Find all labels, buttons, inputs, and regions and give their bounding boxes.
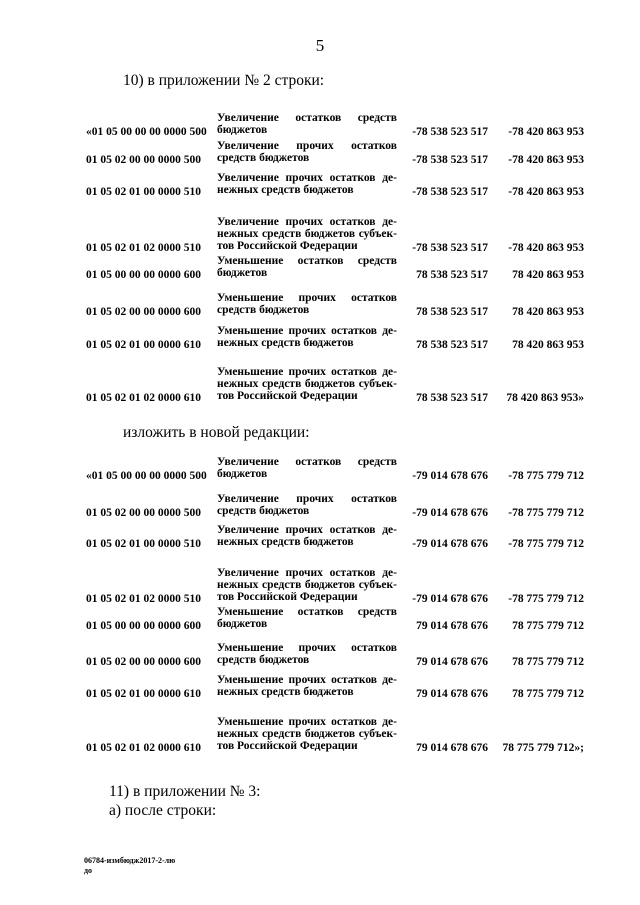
description-line: бюджетов xyxy=(217,267,268,279)
table-row-code: 01 05 02 01 00 0000 610 xyxy=(86,688,201,700)
table-row-value-2: -78 420 863 953 xyxy=(508,242,584,254)
footer-reference xyxy=(84,856,175,876)
description-line: нежных средств бюджетов субъек- xyxy=(217,728,397,740)
table-row-code: 01 05 00 00 00 0000 600 xyxy=(86,620,201,632)
table-row-value-2: -78 420 863 953 xyxy=(508,186,584,198)
table-row-value-2: 78 775 779 712 xyxy=(512,688,584,700)
description-line: нежных средств бюджетов xyxy=(217,184,354,196)
description-line: тов Российской Федерации xyxy=(217,591,358,603)
table-row-code: «01 05 00 00 00 0000 500 xyxy=(86,126,207,138)
footer-line: до xyxy=(84,866,93,875)
table-row-value-1: 78 538 523 517 xyxy=(416,306,488,318)
description-line: Увеличение остатков средств xyxy=(217,456,397,468)
description-line: Уменьшение прочих остатков де- xyxy=(217,325,397,337)
description-line: Уменьшение остатков средств xyxy=(217,255,397,267)
table-row-value-2: -78 420 863 953 xyxy=(508,154,584,166)
table-row-code: 01 05 00 00 00 0000 600 xyxy=(86,269,201,281)
table-row-value-1: -79 014 678 676 xyxy=(412,538,488,550)
table-row-value-2: -78 420 863 953 xyxy=(508,126,584,138)
table-row-value-1: 79 014 678 676 xyxy=(416,656,488,668)
table-row-code: «01 05 00 00 00 0000 500 xyxy=(86,470,207,482)
description-line: Увеличение прочих остатков де- xyxy=(217,524,397,536)
description-line: нежных средств бюджетов субъек- xyxy=(217,579,397,591)
description-line: средств бюджетов xyxy=(217,654,310,666)
description-line: средств бюджетов xyxy=(217,152,310,164)
description-line: средств бюджетов xyxy=(217,505,310,517)
description-line: тов Российской Федерации xyxy=(217,390,358,402)
table-row-value-1: 78 538 523 517 xyxy=(416,339,488,351)
table-row-code: 01 05 02 00 00 0000 500 xyxy=(86,507,201,519)
description-line: тов Российской Федерации xyxy=(217,240,358,252)
description-line: нежных средств бюджетов xyxy=(217,686,354,698)
table-row-code: 01 05 02 01 02 0000 510 xyxy=(86,242,201,254)
description-line: тов Российской Федерации xyxy=(217,740,358,752)
description-line: нежных средств бюджетов xyxy=(217,337,354,349)
table-row-value-2: -78 775 779 712 xyxy=(508,470,584,482)
table-row-value-2: 78 420 863 953» xyxy=(506,392,584,404)
description-line: нежных средств бюджетов xyxy=(217,536,354,548)
table-row-value-1: -78 538 523 517 xyxy=(412,126,488,138)
description-line: бюджетов xyxy=(217,124,268,136)
description-line: Увеличение прочих остатков де- xyxy=(217,567,397,579)
table-row-description xyxy=(217,172,397,196)
description-line: Увеличение прочих остатков xyxy=(217,140,397,152)
table-row-description xyxy=(217,493,397,517)
table-row-description xyxy=(217,112,397,136)
table-row-code: 01 05 02 00 00 0000 600 xyxy=(86,306,201,318)
sub-a-heading: а) после строки: xyxy=(109,802,217,819)
description-line: Уменьшение прочих остатков xyxy=(217,292,397,304)
table-row-value-1: 79 014 678 676 xyxy=(416,620,488,632)
table-row-description xyxy=(217,216,397,252)
new-edition-heading: изложить в новой редакции: xyxy=(123,424,310,441)
description-line: Уменьшение прочих остатков де- xyxy=(217,366,397,378)
table-row-value-2: -78 775 779 712 xyxy=(508,538,584,550)
table-row-value-2: -78 775 779 712 xyxy=(508,593,584,605)
description-line: Увеличение прочих остатков де- xyxy=(217,172,397,184)
table-row-value-2: 78 775 779 712 xyxy=(512,656,584,668)
table-row-value-1: -79 014 678 676 xyxy=(412,470,488,482)
table-row-value-1: 78 538 523 517 xyxy=(416,392,488,404)
description-line: Уменьшение прочих остатков xyxy=(217,642,397,654)
table-row-value-2: 78 420 863 953 xyxy=(512,306,584,318)
description-line: Увеличение остатков средств xyxy=(217,112,397,124)
description-line: нежных средств бюджетов субъек- xyxy=(217,378,397,390)
table-row-value-1: 79 014 678 676 xyxy=(416,688,488,700)
table-row-value-1: -78 538 523 517 xyxy=(412,186,488,198)
table-row-description xyxy=(217,567,397,603)
table-row-code: 01 05 02 00 00 0000 600 xyxy=(86,656,201,668)
table-row-code: 01 05 02 00 00 0000 500 xyxy=(86,154,201,166)
table-row-value-2: 78 420 863 953 xyxy=(512,269,584,281)
table-row-value-1: -78 538 523 517 xyxy=(412,242,488,254)
description-line: бюджетов xyxy=(217,618,268,630)
table-row-code: 01 05 02 01 02 0000 610 xyxy=(86,392,201,404)
description-line: средств бюджетов xyxy=(217,304,310,316)
description-line: Уменьшение остатков средств xyxy=(217,606,397,618)
description-line: Уменьшение прочих остатков де- xyxy=(217,716,397,728)
table-row-value-2: 78 420 863 953 xyxy=(512,339,584,351)
table-row-value-1: -79 014 678 676 xyxy=(412,593,488,605)
table-row-description xyxy=(217,140,397,164)
footer-line: 06784-измбюдж2017-2-лю xyxy=(84,856,176,865)
table-row-value-1: 78 538 523 517 xyxy=(416,269,488,281)
table-row-code: 01 05 02 01 00 0000 510 xyxy=(86,538,201,550)
table-row-value-2: 78 775 779 712»; xyxy=(502,742,584,754)
table-row-description xyxy=(217,642,397,666)
description-line: Увеличение прочих остатков де- xyxy=(217,216,397,228)
description-line: Увеличение прочих остатков xyxy=(217,493,397,505)
table-row-description xyxy=(217,524,397,548)
table-row-code: 01 05 02 01 00 0000 510 xyxy=(86,186,201,198)
table-row-description xyxy=(217,716,397,752)
table-row-value-2: -78 775 779 712 xyxy=(508,507,584,519)
table-row-description xyxy=(217,292,397,316)
table-row-value-1: 79 014 678 676 xyxy=(416,742,488,754)
description-line: Уменьшение прочих остатков де- xyxy=(217,674,397,686)
table-row-description xyxy=(217,366,397,402)
table-row-code: 01 05 02 01 02 0000 510 xyxy=(86,593,201,605)
table-row-value-1: -79 014 678 676 xyxy=(412,507,488,519)
page-number: 5 xyxy=(315,36,325,55)
table-row-value-2: 78 775 779 712 xyxy=(512,620,584,632)
table-row-description xyxy=(217,255,397,279)
table-row-description xyxy=(217,606,397,630)
table-row-description xyxy=(217,674,397,698)
table-row-value-1: -78 538 523 517 xyxy=(412,154,488,166)
table-row-code: 01 05 02 01 02 0000 610 xyxy=(86,742,201,754)
section-10-heading: 10) в приложении № 2 строки: xyxy=(123,72,325,89)
table-row-code: 01 05 02 01 00 0000 610 xyxy=(86,339,201,351)
description-line: нежных средств бюджетов субъек- xyxy=(217,228,397,240)
table-row-description xyxy=(217,456,397,480)
table-row-description xyxy=(217,325,397,349)
description-line: бюджетов xyxy=(217,468,268,480)
section-11-heading: 11) в приложении № 3: xyxy=(109,783,261,800)
